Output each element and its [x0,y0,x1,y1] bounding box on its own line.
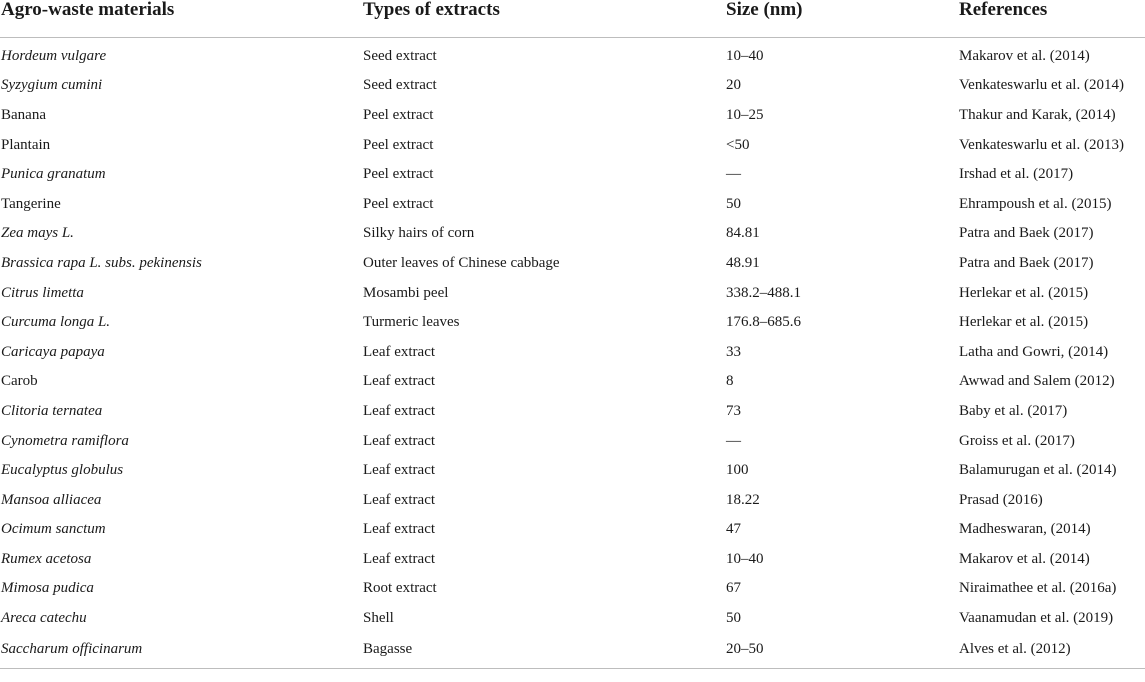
cell-reference: Patra and Baek (2017) [959,225,1094,242]
table-row [0,485,1145,515]
cell-material: Zea mays L. [1,225,74,242]
cell-material: Tangerine [1,195,61,212]
table-row [0,307,1145,337]
cell-size: 84.81 [726,225,760,242]
cell-extract-type: Root extract [363,580,437,597]
cell-reference: Vaanamudan et al. (2019) [959,610,1114,627]
cell-extract-type: Leaf extract [363,402,436,419]
table-row [0,100,1145,130]
table-row [0,219,1145,249]
cell-material: Clitoria ternatea [1,402,103,419]
table-row [0,603,1145,633]
cell-extract-type: Turmeric leaves [363,314,460,331]
table-row [0,574,1145,604]
cell-size: 50 [726,195,741,212]
cell-size: 48.91 [726,254,760,271]
cell-material: Hordeum vulgare [1,47,107,64]
cell-material: Citrus limetta [1,284,84,301]
cell-material: Punica granatum [1,166,106,183]
table-row [0,337,1145,367]
cell-size: 20 [726,77,741,94]
cell-reference: Patra and Baek (2017) [959,254,1094,271]
cell-size: 18.22 [726,491,760,508]
cell-material: Plantain [1,136,51,153]
cell-extract-type: Seed extract [363,77,437,94]
cell-reference: Latha and Gowri, (2014) [959,343,1109,360]
cell-material: Rumex acetosa [1,550,92,567]
cell-material: Mansoa alliacea [1,491,102,508]
cell-reference: Herlekar et al. (2015) [959,284,1089,301]
cell-material: Banana [1,106,46,123]
cell-material: Ocimum sanctum [1,521,106,538]
table-body [0,38,1145,669]
cell-reference: Makarov et al. (2014) [959,47,1090,64]
table-row [0,189,1145,219]
cell-reference: Madheswaran, (2014) [959,521,1091,538]
cell-size: 8 [726,373,734,390]
cell-material: Brassica rapa L. subs. pekinensis [1,254,202,271]
cell-reference: Venkateswarlu et al. (2014) [959,77,1124,94]
cell-material: Caricaya papaya [1,343,105,360]
table-row [0,633,1145,669]
cell-size: 10–40 [726,550,764,567]
cell-reference: Prasad (2016) [959,491,1043,508]
cell-extract-type: Leaf extract [363,521,436,538]
cell-size: 47 [726,521,741,538]
cell-size: 10–40 [726,47,764,64]
header-references: References [959,0,1145,38]
table-row [0,278,1145,308]
table-row [0,426,1145,456]
cell-material: Curcuma longa L. [1,314,111,331]
cell-material: Mimosa pudica [1,580,94,597]
cell-reference: Irshad et al. (2017) [959,166,1074,183]
cell-reference: Groiss et al. (2017) [959,432,1075,449]
cell-material: Cynometra ramiflora [1,432,129,449]
cell-reference: Venkateswarlu et al. (2013) [959,136,1124,153]
table-row [0,159,1145,189]
table-row [0,248,1145,278]
cell-material: Carob [1,373,38,390]
cell-size: 10–25 [726,106,764,123]
table-row [0,515,1145,545]
cell-reference: Ehrampoush et al. (2015) [959,195,1112,212]
table-row [0,396,1145,426]
cell-size: 20–50 [726,633,959,669]
cell-extract-type: Outer leaves of Chinese cabbage [363,254,560,271]
table-row [0,71,1145,101]
cell-extract-type: Silky hairs of corn [363,225,475,242]
cell-material: Eucalyptus globulus [1,462,124,479]
cell-extract-type: Shell [363,610,394,627]
cell-size: 100 [726,462,749,479]
cell-reference: Thakur and Karak, (2014) [959,106,1116,123]
cell-size: 176.8–685.6 [726,314,801,331]
header-types-of-extracts: Types of extracts [363,0,726,38]
cell-extract-type: Peel extract [363,195,434,212]
cell-extract-type: Peel extract [363,136,434,153]
cell-reference: Herlekar et al. (2015) [959,314,1089,331]
cell-reference: Baby et al. (2017) [959,402,1068,419]
cell-size: 73 [726,402,741,419]
cell-material: Saccharum officinarum [0,633,363,669]
cell-size: 338.2–488.1 [726,284,801,301]
cell-reference: Balamurugan et al. (2014) [959,462,1117,479]
cell-extract-type: Peel extract [363,166,434,183]
cell-size: 50 [726,610,741,627]
cell-material: Syzygium cumini [1,77,103,94]
header-agro-waste-materials: Agro-waste materials [0,0,363,38]
header-row [0,0,1145,38]
table-row [0,455,1145,485]
cell-material: Areca catechu [1,610,87,627]
cell-size: <50 [726,136,750,153]
cell-size: — [726,432,741,449]
cell-extract-type: Seed extract [363,47,437,64]
cell-extract-type: Leaf extract [363,491,436,508]
cell-reference: Alves et al. (2012) [959,633,1145,669]
cell-extract-type: Bagasse [363,633,726,669]
cell-reference: Makarov et al. (2014) [959,550,1090,567]
table-row [0,367,1145,397]
table-header [0,0,1145,38]
cell-extract-type: Mosambi peel [363,284,449,301]
cell-size: 33 [726,343,741,360]
cell-reference: Awwad and Salem (2012) [959,373,1115,390]
table-row [0,544,1145,574]
header-size-nm: Size (nm) [726,0,959,38]
table-row [0,130,1145,160]
cell-extract-type: Peel extract [363,106,434,123]
cell-extract-type: Leaf extract [363,343,436,360]
cell-extract-type: Leaf extract [363,432,436,449]
cell-extract-type: Leaf extract [363,373,436,390]
table-row [0,38,1145,71]
cell-extract-type: Leaf extract [363,550,436,567]
cell-size: — [726,166,741,183]
cell-size: 67 [726,580,741,597]
cell-reference: Niraimathee et al. (2016a) [959,580,1117,597]
cell-extract-type: Leaf extract [363,462,436,479]
